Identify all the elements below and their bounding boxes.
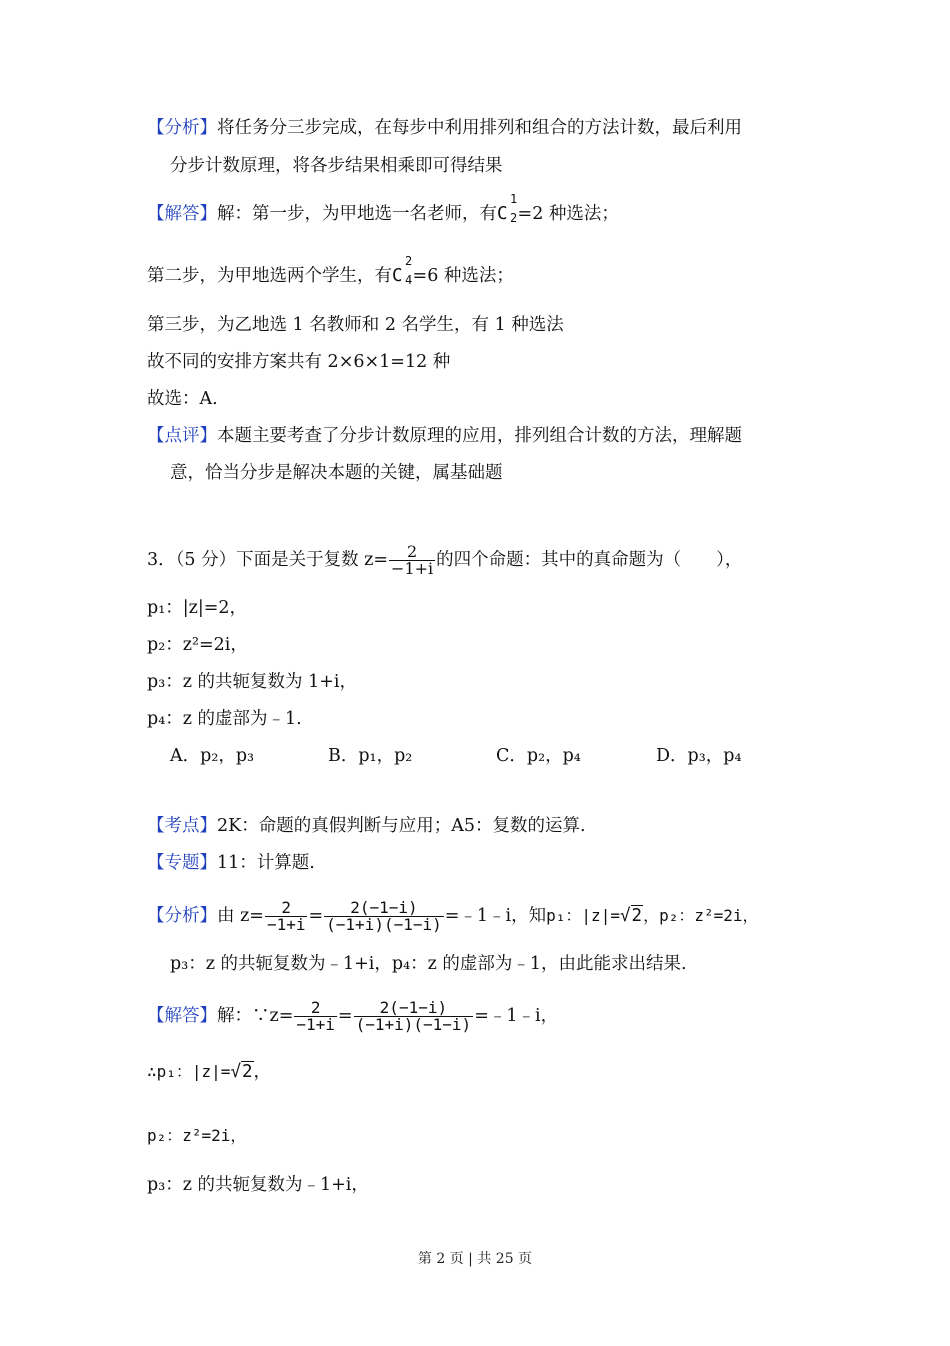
- answer-post: =﹣1﹣i，: [474, 1006, 559, 1026]
- fraction: [294, 1000, 337, 1033]
- fraction: [324, 900, 444, 933]
- answer-total: 故不同的安排方案共有 2×6×1=12 种: [147, 352, 451, 372]
- question-3-stem: [147, 544, 742, 577]
- q3-stem-post: 的四个命题：其中的真命题为（ ），: [436, 550, 743, 570]
- comment-text: 本题主要考查了分步计数原理的应用，排列组合计数的方法，理解题: [217, 426, 742, 446]
- p3-line: p₃：z 的共轭复数为﹣1+i，: [147, 1175, 369, 1195]
- q3-analysis-line: 【分析】由 z= $\frac{2}{-1+i}$ = $\frac{2(-1-i)}{(-1+i)(-1-i)}$ =﹣1﹣i，知p₁：|z|=√2，p₂：z²=2i，: [147, 898, 759, 934]
- fraction-num: 2: [294, 1000, 337, 1017]
- answer-tag: 【解答】: [147, 204, 217, 224]
- comb-sup: 2: [405, 254, 413, 268]
- proposition-p1: p₁：|z|=2，: [147, 598, 248, 618]
- fraction-num: 2(−1−i): [324, 900, 444, 917]
- combination-c: C 2 4: [392, 254, 413, 287]
- sqrt-expression: √2: [619, 906, 643, 926]
- step2-post: =6 种选法；: [412, 266, 514, 286]
- q3-answer-line: 【解答】解：∵z= $\frac{2}{-1+i}$ = $\frac{2(-1-i)}{(-1+i)(-1-i)}$ =﹣1﹣i，: [147, 998, 559, 1034]
- zhuanti-line: [147, 851, 315, 875]
- fraction-den: −1+i: [296, 1015, 335, 1034]
- combination-c: C 1 2: [497, 192, 518, 225]
- answer-tag: 【解答】: [147, 1006, 217, 1026]
- analysis-line-2: 分步计数原理，将各步结果相乘即可得结果: [170, 156, 503, 176]
- q3-stem-pre: 3．（5 分）下面是关于复数 z=: [147, 550, 389, 570]
- sqrt-radicand: 2: [241, 1062, 253, 1082]
- comment-tag: 【点评】: [147, 426, 217, 446]
- therefore-p1: ∴p₁：|z|=: [147, 1062, 231, 1081]
- sqrt-expression: √2: [230, 1062, 253, 1082]
- fraction-den: (−1+i)(−1−i): [326, 915, 442, 934]
- option-c[interactable]: C．p₂，p₄: [496, 746, 581, 766]
- fraction-num: 2: [389, 544, 435, 561]
- fraction: [354, 1000, 474, 1033]
- fraction-num: 2(−1−i): [354, 1000, 474, 1017]
- option-a[interactable]: A．p₂，p₃: [170, 746, 255, 766]
- proposition-p2: p₂：z²=2i，: [147, 635, 248, 655]
- answer-choice: 故选：A.: [147, 389, 218, 409]
- proposition-p4: p₄：z 的虚部为﹣1.: [147, 709, 302, 729]
- zhuanti-tag: 【专题】: [147, 853, 217, 873]
- zhuanti-text: 11：计算题.: [217, 853, 315, 873]
- therefore-p1-line: [147, 1060, 271, 1084]
- proposition-p3: p₃：z 的共轭复数为 1+i，: [147, 672, 357, 692]
- analysis-tag: 【分析】: [147, 906, 217, 926]
- fraction-den: (−1+i)(−1−i): [355, 1015, 472, 1034]
- q3-analysis-line-2: p₃：z 的共轭复数为﹣1+i，p₄：z 的虚部为﹣1，由此能求出结果.: [170, 954, 687, 974]
- fraction: [265, 900, 308, 933]
- comb-sub: 2: [510, 211, 518, 225]
- answer-step3: 第三步，为乙地选 1 名教师和 2 名学生，有 1 种选法: [147, 315, 564, 335]
- step1-post: =2 种选法；: [517, 204, 619, 224]
- p2-line: p₂：z²=2i，: [147, 1126, 247, 1145]
- analysis-p1: p₁：|z|=: [546, 906, 620, 925]
- page-footer: 第 2 页 | 共 25 页: [417, 1251, 533, 1267]
- kaodian-line: [147, 814, 586, 838]
- analysis-pre: 由 z=: [217, 906, 264, 926]
- option-b[interactable]: B．p₁，p₂: [328, 746, 413, 766]
- analysis-mid: =﹣1﹣i，知: [444, 906, 547, 926]
- analysis-text: 将任务分三步完成，在每步中利用排列和组合的方法计数，最后利用: [217, 118, 742, 138]
- fraction-den: −1+i: [266, 915, 306, 934]
- comb-sup: 1: [510, 192, 518, 206]
- analysis-line: [147, 116, 742, 140]
- step1-text: 解：第一步，为甲地选一名老师，有: [217, 204, 497, 224]
- analysis-tag: 【分析】: [147, 118, 217, 138]
- comma: ，: [253, 1062, 272, 1082]
- comment-line-2: 意，恰当分步是解决本题的关键，属基础题: [170, 463, 503, 483]
- fraction: [389, 544, 435, 577]
- sqrt-radicand: 2: [631, 906, 643, 926]
- fraction-num: 2: [265, 900, 308, 917]
- fraction-den: −1+i: [391, 559, 434, 578]
- comb-sub: 4: [405, 273, 413, 287]
- answer-pre: 解：∵z=: [217, 1006, 294, 1026]
- option-d[interactable]: D．p₃，p₄: [656, 746, 742, 766]
- answer-step2: [147, 254, 514, 288]
- kaodian-tag: 【考点】: [147, 816, 217, 836]
- analysis-p2: ，p₂：z²=2i，: [643, 906, 759, 925]
- answer-step1: [147, 192, 619, 226]
- kaodian-text: 2K：命题的真假判断与应用；A5：复数的运算.: [217, 816, 586, 836]
- step2-text: 第二步，为甲地选两个学生，有: [147, 266, 392, 286]
- comment-line: [147, 424, 742, 448]
